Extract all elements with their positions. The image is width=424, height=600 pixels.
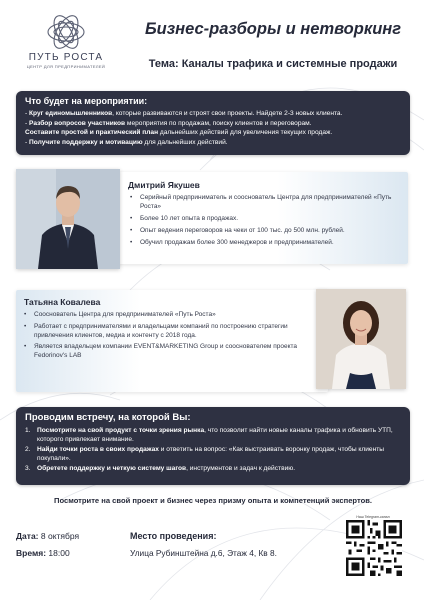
- agenda-item-bold: Круг единомышленников: [29, 110, 113, 117]
- agenda-item-bold: Разбор вопросов участников: [29, 119, 126, 127]
- list-item: [25, 445, 401, 464]
- list-item: • Серийный предприниматель и сооснователь Центра для предпринимателей «Путь Роста»: [130, 194, 406, 212]
- list-item: • Опыт ведения переговоров на чеки от 100 тыс. до 500 млн. рублей.: [130, 227, 406, 236]
- list-item-bold: Обретете поддержку и четкую систему шагов: [37, 464, 187, 472]
- page-title: Бизнес-разборы и нетворкинг: [144, 20, 402, 38]
- agenda-item: [25, 109, 401, 119]
- speaker-name-2: Татьяна Ковалева: [24, 297, 101, 307]
- list-item: • Более 10 лет опыта в продажах.: [130, 215, 406, 224]
- event-time: [16, 548, 70, 558]
- agenda-item-bold: Составите простой и практический план: [25, 129, 159, 137]
- brand-logo: [16, 14, 116, 69]
- time-value: 18:00: [48, 548, 70, 558]
- agenda-item-prefix: -: [25, 138, 30, 146]
- logo-subtitle: ЦЕНТР ДЛЯ ПРЕДПРИНИМАТЕЛЕЙ: [26, 64, 106, 69]
- agenda-item: [25, 119, 401, 129]
- list-number: 1.: [25, 427, 31, 434]
- list-item: • Работает с предпринимателями и владельцами компаний по построению стратегии привлечения клиентов, медиа и контенту с 2018 года.: [24, 323, 316, 341]
- speaker-photo-1: [16, 169, 120, 269]
- closing-statement: Посмотрите на свой проект и бизнес через призму опыта и компетенций экспертов.: [53, 496, 373, 505]
- agenda-heading: Что будет на мероприятии:: [25, 96, 148, 106]
- agenda-item-bold: Получите поддержку и мотивацию: [29, 138, 143, 146]
- agenda-item: [25, 138, 401, 148]
- agenda-item-text: , которые развиваются и строят свои проекты. Найдете 2-3 новых клиента.: [112, 110, 343, 117]
- speaker-name-1: Дмитрий Якушев: [128, 180, 200, 190]
- list-number: 2.: [25, 445, 31, 453]
- format-heading: Проводим встречу, на которой Вы:: [25, 412, 191, 423]
- man-portrait-icon: [16, 169, 120, 269]
- agenda-item-text: мероприятия по продажам, поиску клиентов и переговорам.: [125, 119, 312, 127]
- telegram-qr-code[interactable]: [346, 520, 402, 576]
- logo-name: ПУТЬ РОСТА: [28, 52, 104, 63]
- agenda-item-prefix: -: [25, 119, 30, 127]
- list-item-text: и ответить на вопрос: «Как выстраивать воронку продаж, чтобы клиенты покупали».: [37, 445, 384, 463]
- knot-logo-icon: [45, 14, 87, 50]
- list-item: • Сооснователь Центра для предпринимателей «Путь Роста»: [24, 311, 316, 320]
- list-item-text: , что позволит найти новые каналы трафика и обновить УТП, которого привлекает внимание.: [37, 427, 393, 444]
- venue-address: Улица Рубинштейна д.6, Этаж 4, Кв 8.: [130, 548, 277, 558]
- list-item-bold: Найди точки роста в своих продажах: [37, 445, 159, 453]
- qr-caption: Наш Telegram-канал: [356, 515, 390, 519]
- format-list: [25, 426, 401, 473]
- speaker-photo-2: [316, 289, 406, 389]
- agenda-item-text: для дальнейших действий.: [142, 138, 228, 146]
- qr-code-icon: [346, 520, 402, 576]
- agenda-item: [25, 128, 401, 138]
- agenda-item-text: дальнейших действий для увеличения текущих продаж.: [158, 129, 333, 137]
- woman-portrait-icon: [316, 289, 406, 389]
- list-item-bold: Посмотрите на свой продукт с точки зрения рынка: [37, 427, 205, 434]
- speaker-bullets-2: [24, 311, 316, 364]
- list-item: • Является владельцем компании EVENT&MARKETING Group и сооснователем проекта Fedorinov's LAB: [24, 343, 316, 361]
- list-item: • Обучил продажам более 300 менеджеров и предпринимателей.: [130, 239, 406, 248]
- time-label: Время:: [16, 548, 47, 558]
- list-item: [25, 426, 401, 445]
- list-item: [25, 464, 401, 473]
- format-box: [16, 407, 410, 485]
- speaker-bullets-1: [130, 194, 406, 252]
- list-item-text: , инструментов и задач к действию.: [186, 464, 296, 472]
- date-value: 8 октября: [40, 531, 80, 541]
- date-label: Дата:: [16, 531, 39, 541]
- venue-label: Место проведения:: [130, 531, 217, 541]
- agenda-box: [16, 91, 410, 155]
- event-theme: Тема: Каналы трафика и системные продажи: [148, 58, 398, 70]
- agenda-item-prefix: -: [25, 110, 30, 117]
- list-number: 3.: [25, 464, 31, 472]
- event-date: [16, 531, 79, 541]
